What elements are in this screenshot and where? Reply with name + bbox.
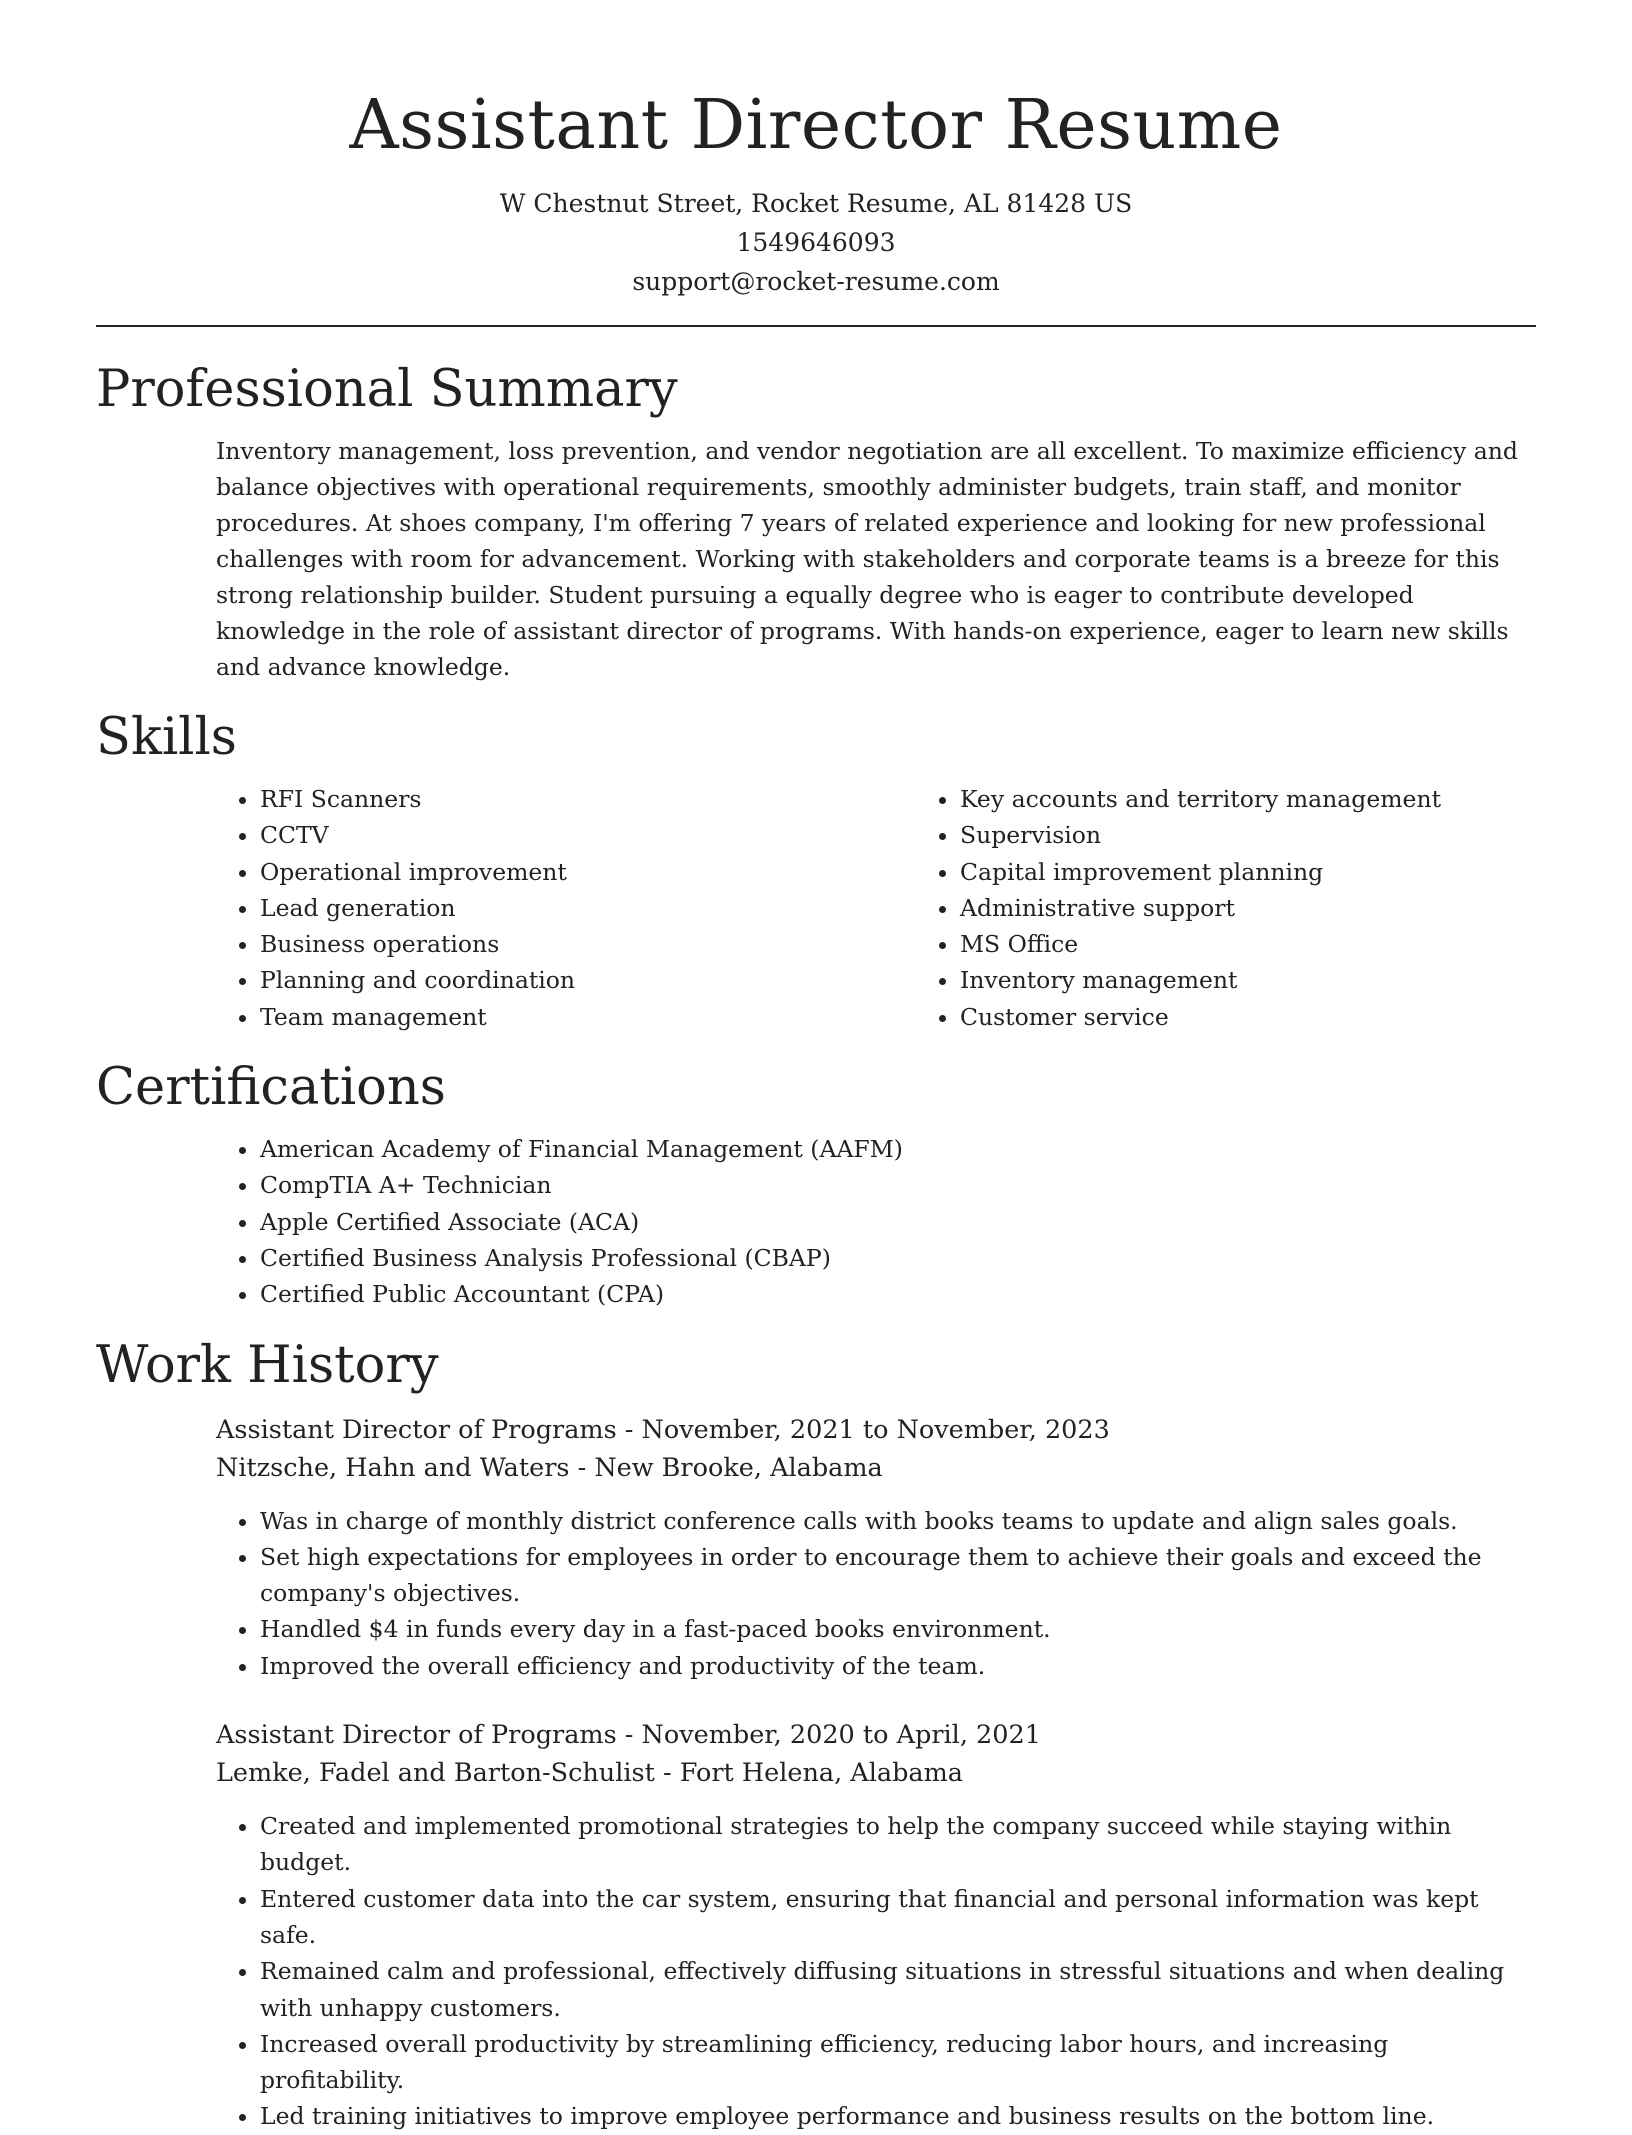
skills-section: [96, 707, 1536, 1035]
header-divider: [96, 325, 1536, 327]
list-item: • Remained calm and professional, effectively diffusing situations in stressful situations and when dealing with unhappy customers.: [260, 1953, 1536, 2026]
list-item: • Apple Certified Associate (ACA): [260, 1204, 1536, 1240]
job-title: Assistant Director of Programs: [216, 1720, 617, 1751]
certifications-list: [96, 1131, 1536, 1312]
contact-address: W Chestnut Street, Rocket Resume, AL 81428 US: [499, 189, 1133, 218]
resume-header: [96, 0, 1536, 301]
resume-title: Assistant Director Resume: [349, 86, 1283, 165]
list-item: • Supervision: [960, 817, 1441, 853]
job-bullets: [216, 1503, 1536, 1684]
job-entry: [216, 1411, 1536, 1684]
contact-info: [96, 184, 1536, 301]
skills-list-right: [910, 781, 1441, 1035]
job-company: Lemke, Fadel and Barton-Schulist: [216, 1758, 655, 1789]
job-bullets: [216, 1808, 1536, 2135]
contact-email: support@rocket-resume.com: [632, 267, 1000, 296]
list-item: • Business operations: [260, 926, 910, 962]
list-item: • Certified Business Analysis Professional (CBAP): [260, 1240, 1536, 1276]
list-item: • Entered customer data into the car system, ensuring that financial and personal information was kept safe.: [260, 1881, 1536, 1954]
section-title-work-history: Work History: [96, 1335, 439, 1395]
section-title-skills: Skills: [96, 708, 237, 767]
job-title-line: Assistant Director of Programs - November, 2021 to November, 2023: [216, 1414, 1110, 1445]
job-location: Fort Helena, Alabama: [679, 1758, 963, 1789]
skills-columns: [96, 781, 1536, 1035]
job-location: New Brooke, Alabama: [594, 1452, 883, 1483]
list-item: • Planning and coordination: [260, 962, 910, 998]
skills-column-left: [96, 781, 910, 1035]
list-item: • Inventory management: [960, 962, 1441, 998]
list-item: • Led training initiatives to improve employee performance and business results on the bottom line.: [260, 2098, 1536, 2134]
list-item: • Set high expectations for employees in order to encourage them to achieve their goals and exceed the company's objectives.: [260, 1539, 1536, 1612]
list-item: • RFI Scanners: [260, 781, 910, 817]
job-company-line: Lemke, Fadel and Barton-Schulist - Fort Helena, Alabama: [216, 1758, 963, 1789]
summary-text: Inventory management, loss prevention, and vendor negotiation are all excellent. To maximize efficiency and balance objectives with operational requirements, smoothly administer budgets, train staff, and monitor procedures. At shoes company, I'm offering 7 years of related experience and looking for new professional challenges with room for advancement. Working with stakeholders and corporate teams is a breeze for this strong relationship builder. Student pursuing a equally degree who is eager to contribute developed knowledge in the role of assistant director of programs. With hands-on experience, eager to learn new skills and advance knowledge.: [216, 437, 1518, 681]
list-item: • Operational improvement: [260, 854, 910, 890]
list-item: • CCTV: [260, 817, 910, 853]
list-item: • Improved the overall efficiency and productivity of the team.: [260, 1648, 1536, 1684]
summary-section: [96, 359, 1536, 685]
list-item: • Capital improvement planning: [960, 854, 1441, 890]
section-title-certifications: Certifications: [96, 1058, 446, 1118]
job-title-line: Assistant Director of Programs - November, 2020 to April, 2021: [216, 1720, 1041, 1751]
list-item: • Increased overall productivity by streamlining efficiency, reducing labor hours, and increasing profitability.: [260, 2026, 1536, 2099]
section-title-summary: Professional Summary: [96, 360, 678, 419]
skills-column-right: [910, 781, 1441, 1035]
list-item: • CompTIA A+ Technician: [260, 1167, 1536, 1203]
job-dates: November, 2020 to April, 2021: [641, 1720, 1041, 1751]
list-item: • Key accounts and territory management: [960, 781, 1441, 817]
list-item: • Customer service: [960, 999, 1441, 1035]
job-entry: [216, 1716, 1536, 2135]
job-title: Assistant Director of Programs: [216, 1414, 617, 1445]
list-item: • Created and implemented promotional strategies to help the company succeed while staying within budget.: [260, 1808, 1536, 1881]
list-item: • Was in charge of monthly district conference calls with books teams to update and align sales goals.: [260, 1503, 1536, 1539]
work-history-section: [96, 1335, 1536, 2135]
list-item: • Team management: [260, 999, 910, 1035]
job-dates: November, 2021 to November, 2023: [641, 1414, 1110, 1445]
list-item: • Lead generation: [260, 890, 910, 926]
certifications-section: [96, 1057, 1536, 1312]
resume-page: [96, 0, 1536, 2135]
list-item: • Administrative support: [960, 890, 1441, 926]
job-company: Nitzsche, Hahn and Waters: [216, 1452, 570, 1483]
list-item: • Handled $4 in funds every day in a fast-paced books environment.: [260, 1611, 1536, 1647]
contact-phone: 1549646093: [736, 228, 896, 257]
skills-list-left: [96, 781, 910, 1035]
list-item: • MS Office: [960, 926, 1441, 962]
list-item: • American Academy of Financial Management (AAFM): [260, 1131, 1536, 1167]
job-company-line: Nitzsche, Hahn and Waters - New Brooke, Alabama: [216, 1452, 883, 1483]
list-item: • Certified Public Accountant (CPA): [260, 1276, 1536, 1312]
